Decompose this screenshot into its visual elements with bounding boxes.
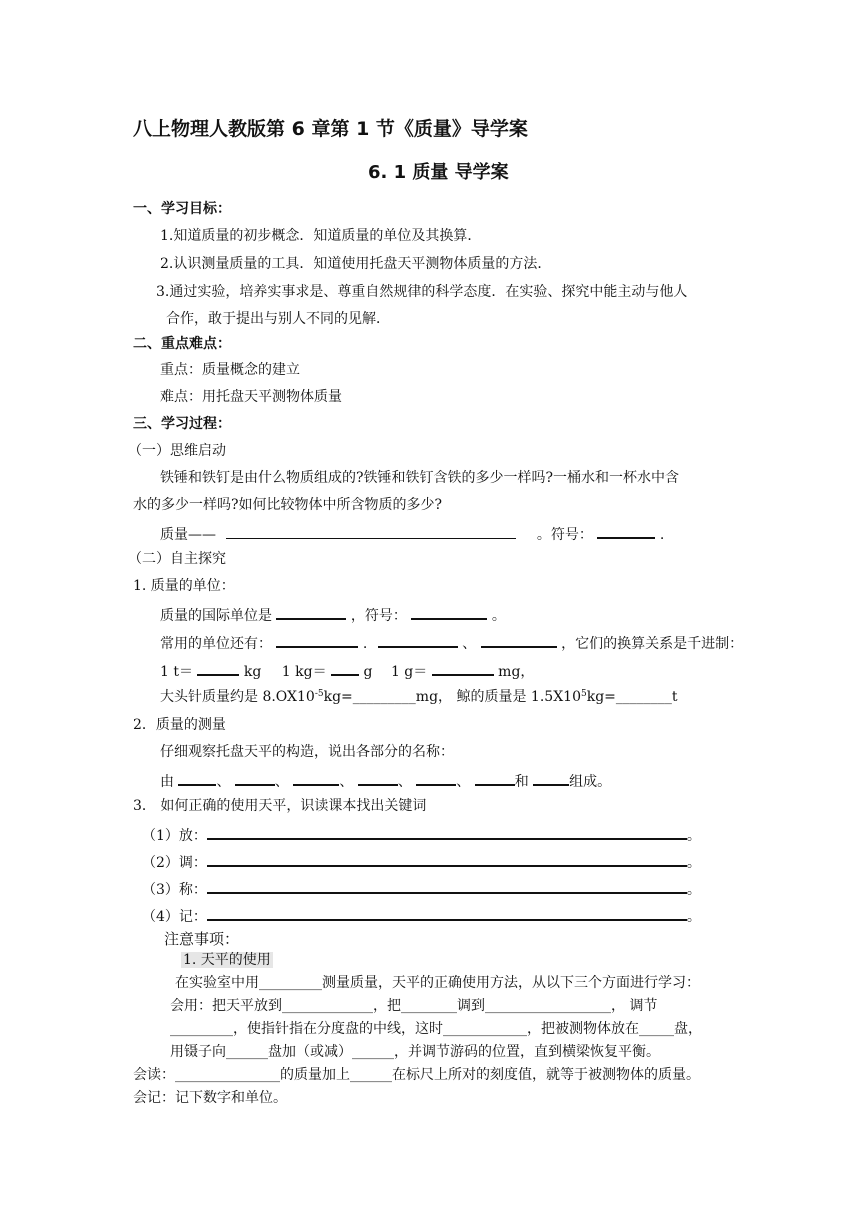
part1-text-a: 铁锤和铁钉是由什么物质组成的?铁锤和铁钉含铁的多少一样吗?一桶水和一杯水中含 <box>160 470 680 486</box>
si-end: 。 <box>491 608 506 624</box>
si-symbol-label: ，符号： <box>350 608 407 624</box>
common-units-end: ，它们的换算关系是千进制： <box>561 636 744 652</box>
g-label: 1 g＝ <box>390 664 428 680</box>
g-unit: g <box>363 664 373 680</box>
pin-whale-line <box>160 688 678 706</box>
step-end: 。 <box>686 909 701 925</box>
notes-heading: 注意事项： <box>164 930 240 948</box>
section-heading-process: 三、学习过程： <box>133 416 231 432</box>
part-blank-2[interactable] <box>235 770 275 786</box>
notes-line-4: 用镊子向______盘加（或减）______，并调节游码的位置，直到横梁恢复平衡。 <box>170 1044 660 1060</box>
part1-text-b: 水的多少一样吗?如何比较物体中所含物质的多少? <box>133 497 443 513</box>
si-unit-line <box>160 604 506 625</box>
common-sep-1: . <box>362 636 368 652</box>
parts-sep: 、 <box>274 774 289 790</box>
step-put-label: （1）放： <box>142 828 207 844</box>
step-weigh-blank[interactable] <box>207 878 687 894</box>
pin-text-a: 大头针质量约是 8.OX10 <box>160 689 315 705</box>
parts-you: 由 <box>160 774 174 790</box>
document-title: 八上物理人教版第 6 章第 1 节《质量》导学案 <box>133 118 528 140</box>
parts-sep: 、 <box>397 774 412 790</box>
step-put-line <box>142 824 701 845</box>
question-1-heading: 1. 质量的单位： <box>133 578 235 594</box>
common-units-line <box>160 632 743 653</box>
notes-subheading <box>181 951 273 969</box>
step-adjust-label: （2）调： <box>142 855 207 871</box>
document-subtitle: 6. 1 质量 导学案 <box>368 162 509 183</box>
parts-sep: 、 <box>339 774 354 790</box>
common-sep-2: 、 <box>462 636 477 652</box>
whale-text-c: t <box>671 689 678 705</box>
goal-item-3b: 合作，敢于提出与别人不同的见解． <box>166 311 390 327</box>
whale-text-b: kg= <box>586 689 616 705</box>
notes-line-5: 会读：_______________的质量加上______在标尺上所对的刻度值，就等于被测物体的质量。 <box>133 1067 700 1083</box>
part-blank-3[interactable] <box>293 770 339 786</box>
step-adjust-line <box>142 851 701 872</box>
mass-definition-blank[interactable] <box>226 524 516 539</box>
common-unit-blank-1[interactable] <box>276 632 358 648</box>
symbol-blank[interactable] <box>597 523 655 539</box>
step-end: 。 <box>686 828 701 844</box>
step-end: 。 <box>686 855 701 871</box>
notes-line-1: 在实验室中用_________测量质量，天平的正确使用方法，从以下三个方面进行学习： <box>175 975 700 991</box>
part-blank-7[interactable] <box>533 770 569 786</box>
pin-exponent: -5 <box>314 689 324 699</box>
parts-sep: 、 <box>216 774 231 790</box>
key-point: 重点：质量概念的建立 <box>160 362 300 378</box>
parts-sep: 、 <box>456 774 471 790</box>
definition-end: . <box>659 527 665 543</box>
step-put-blank[interactable] <box>207 824 687 840</box>
si-unit-blank[interactable] <box>276 604 346 620</box>
question-3-heading: 3． 如何正确的使用天平，识读课本找出关键词 <box>133 798 427 814</box>
notes-subheading-text: 1. 天平的使用 <box>183 952 271 968</box>
conversion-line <box>160 660 534 681</box>
kg-unit: kg <box>243 664 262 680</box>
part-heading-2: （二）自主探究 <box>128 551 226 567</box>
si-unit-label: 质量的国际单位是 <box>160 608 272 624</box>
part-blank-6[interactable] <box>475 770 515 786</box>
step-weigh-label: （3）称： <box>142 882 207 898</box>
step-record-blank[interactable] <box>207 905 687 921</box>
part-blank-4[interactable] <box>358 770 398 786</box>
common-unit-blank-2[interactable] <box>378 632 458 648</box>
part-blank-1[interactable] <box>178 770 216 786</box>
kg-blank[interactable] <box>331 660 359 676</box>
pin-text-c: mg， 鲸的质量是 1.5X10 <box>415 689 581 705</box>
mass-definition-line <box>160 523 664 544</box>
step-adjust-blank[interactable] <box>207 851 687 867</box>
ton-blank[interactable] <box>197 660 239 676</box>
parts-he: 和 <box>514 774 529 790</box>
notes-line-2: 会用：把天平放到_____________，把________调到__________________， 调节 <box>170 998 658 1014</box>
symbol-label: 。符号： <box>536 527 593 543</box>
goal-item-2: 2.认识测量质量的工具．知道使用托盘天平测物体质量的方法． <box>160 256 552 272</box>
step-record-line <box>142 905 701 926</box>
si-symbol-blank[interactable] <box>411 604 487 620</box>
goal-item-1: 1.知道质量的初步概念．知道质量的单位及其换算． <box>160 228 482 244</box>
whale-blank[interactable]: ________ <box>615 689 672 705</box>
question-2-heading: 2．质量的测量 <box>133 717 226 733</box>
part-blank-5[interactable] <box>416 770 456 786</box>
section-heading-goals: 一、学习目标： <box>133 201 231 217</box>
mg-unit: mg， <box>498 664 535 680</box>
pin-blank[interactable]: _________ <box>352 689 416 705</box>
notes-line-6: 会记：记下数字和单位。 <box>133 1090 287 1106</box>
parts-end: 组成。 <box>569 774 612 790</box>
notes-line-3: _________，使指针指在分度盘的中线，这时____________，把被测物体放在_____盘， <box>170 1021 702 1037</box>
question-2-text: 仔细观察托盘天平的构造，说出各部分的名称： <box>160 744 454 760</box>
step-weigh-line <box>142 878 701 899</box>
part-heading-1: （一）思维启动 <box>128 443 226 459</box>
step-end: 。 <box>686 882 701 898</box>
g-blank[interactable] <box>432 660 494 676</box>
common-units-label: 常用的单位还有： <box>160 636 272 652</box>
whale-exponent: 5 <box>580 689 587 699</box>
step-record-label: （4）记： <box>142 909 207 925</box>
mass-definition-label: 质量—— <box>160 527 216 543</box>
common-unit-blank-3[interactable] <box>481 632 557 648</box>
difficult-point: 难点：用托盘天平测物体质量 <box>160 389 342 405</box>
ton-label: 1 t＝ <box>160 664 193 680</box>
balance-parts-line <box>160 770 611 791</box>
section-heading-keypoints: 二、重点难点： <box>133 336 231 352</box>
kg-label: 1 kg＝ <box>281 664 332 680</box>
goal-item-3a: 3.通过实验，培养实事求是、尊重自然规律的科学态度．在实验、探究中能主动与他人 <box>156 284 688 300</box>
pin-text-b: kg= <box>323 689 353 705</box>
